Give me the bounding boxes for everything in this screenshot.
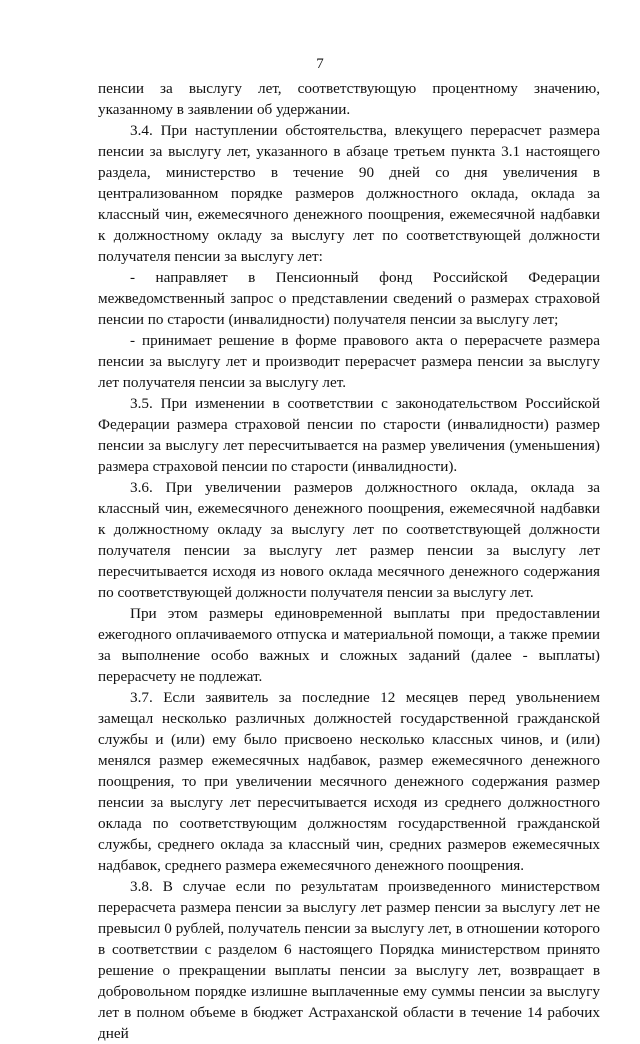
page-number: 7 [316, 56, 324, 72]
paragraph-payments-note: При этом размеры единовременной выплаты при предоставлении ежегодного оплачиваемого отпуска и материальной помощи, а также премии за выполнение особо важных и сложных заданий (далее - выплаты) перерасчету не подлежат. [98, 605, 600, 685]
paragraph-3-7: 3.7. Если заявитель за последние 12 месяцев перед увольнением замещал несколько различных должностей государственной гражданской службы и (или) ему было присвоено несколько классных чинов, и (или) менялся размер ежемесячных надбавок, размер ежемесячного денежного поощрения, то при увеличении месячного денежного содержания размер пенсии за выслугу лет пересчитывается исходя из среднего должностного оклада по соответствующим должностям государственной гражданской службы, среднего оклада за классный чин, средних размеров ежемесячных надбавок, среднего размера ежемесячного денежного поощрения. [98, 689, 600, 874]
paragraph-3-6: 3.6. При увеличении размеров должностного оклада, оклада за классный чин, ежемесячного денежного поощрения, ежемесячной надбавки к должностному окладу за выслугу лет по соответствующей должности получателя пенсии за выслугу лет размер пенсии за выслугу лет пересчитывается исходя из нового оклада месячного денежного содержания по соответствующей должности получателя пенсии за выслугу лет. [98, 479, 600, 601]
paragraph-continuation: пенсии за выслугу лет, соответствующую процентному значению, указанному в заявлении об удержании. [98, 80, 600, 118]
list-item-send-request: - направляет в Пенсионный фонд Российской Федерации межведомственный запрос о представлении сведений о размерах страховой пенсии по старости (инвалидности) получателя пенсии за выслугу лет; [98, 269, 600, 328]
paragraph-3-5: 3.5. При изменении в соответствии с законодательством Российской Федерации размера страховой пенсии по старости (инвалидности) размер пенсии за выслугу лет пересчитывается на размер увеличения (уменьшения) размера страховой пенсии по старости (инвалидности). [98, 395, 600, 475]
list-item-make-decision: - принимает решение в форме правового акта о перерасчете размера пенсии за выслугу лет и производит перерасчет размера пенсии за выслугу лет получателя пенсии за выслугу лет. [98, 332, 600, 391]
document-body [98, 78, 600, 1044]
paragraph-3-4: 3.4. При наступлении обстоятельства, влекущего перерасчет размера пенсии за выслугу лет, указанного в абзаце третьем пункта 3.1 настоящего раздела, министерство в течение 90 дней со дня увеличения в централизованном порядке размеров должностного оклада, оклада за классный чин, ежемесячного денежного поощрения, ежемесячной надбавки к должностному окладу за выслугу лет по соответствующей должности получателя пенсии за выслугу лет: [98, 122, 600, 265]
paragraph-3-8: 3.8. В случае если по результатам произведенного министерством перерасчета размера пенсии за выслугу лет размер пенсии за выслугу лет не превысил 0 рублей, получатель пенсии за выслугу лет, в отношении которого в соответствии с разделом 6 настоящего Порядка министерством принято решение о прекращении выплаты пенсии за выслугу лет, возвращает в добровольном порядке излишне выплаченные ему суммы пенсии за выслугу лет в полном объеме в бюджет Астраханской области в течение 14 рабочих дней [98, 878, 600, 1042]
